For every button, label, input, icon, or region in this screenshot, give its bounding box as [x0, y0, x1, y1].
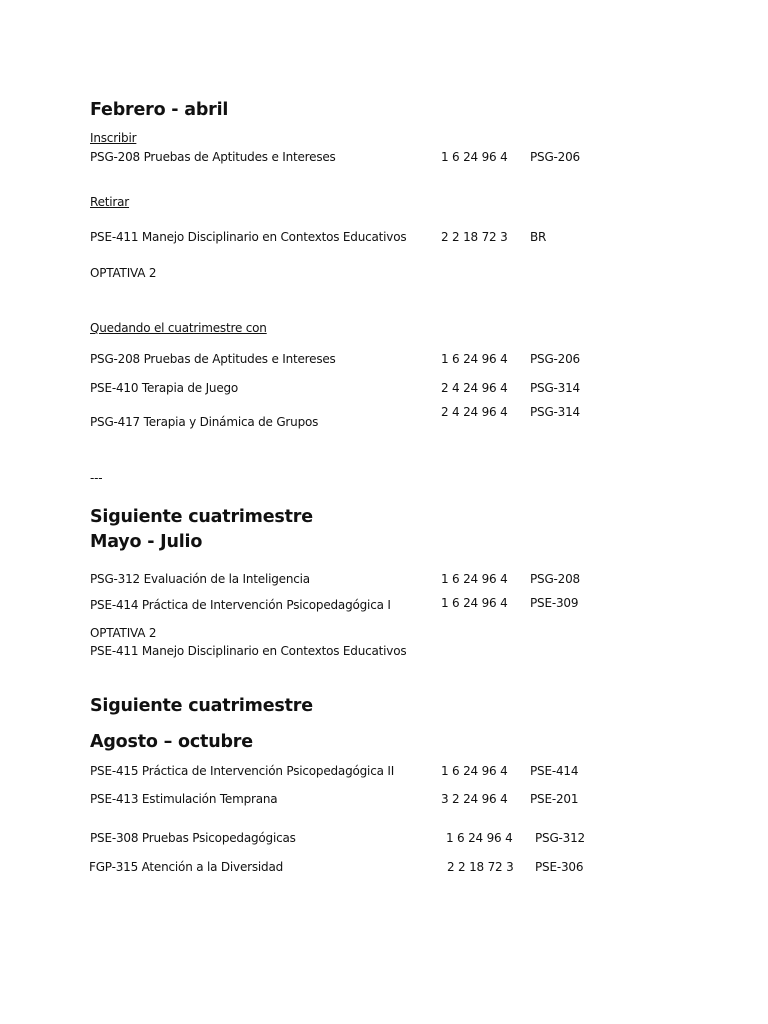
course-name: FGP-315 Atención a la Diversidad	[89, 860, 284, 874]
course-name: PSE-410 Terapia de Juego	[90, 381, 239, 395]
course-name: PSE-411 Manejo Disciplinario en Contextos Educativos	[90, 230, 407, 244]
course-numbers: 2 4 24 96 4	[441, 405, 508, 419]
course-prereq: PSG-206	[530, 352, 580, 366]
section-heading-siguiente: Siguiente cuatrimestre	[90, 507, 313, 527]
section-heading-mayo: Mayo - Julio	[90, 532, 203, 552]
course-name: PSE-413 Estimulación Temprana	[90, 792, 278, 806]
course-name: PSE-414 Práctica de Intervención Psicopedagógica I	[90, 598, 391, 612]
course-prereq: PSG-208	[530, 572, 580, 586]
course-name: PSG-312 Evaluación de la Inteligencia	[90, 572, 310, 586]
course-prereq: PSE-201	[530, 792, 579, 806]
course-numbers: 1 6 24 96 4	[446, 831, 513, 845]
course-prereq: PSG-314	[530, 405, 580, 419]
course-numbers: 2 2 18 72 3	[447, 860, 514, 874]
course-numbers: 2 2 18 72 3	[441, 230, 508, 244]
course-prereq: PSE-306	[535, 860, 584, 874]
course-name: PSE-411 Manejo Disciplinario en Contextos Educativos	[90, 644, 407, 658]
course-prereq: PSE-414	[530, 764, 579, 778]
course-name: PSG-208 Pruebas de Aptitudes e Intereses	[90, 352, 336, 366]
course-numbers: 1 6 24 96 4	[441, 352, 508, 366]
course-numbers: 1 6 24 96 4	[441, 150, 508, 164]
course-prereq: PSG-206	[530, 150, 580, 164]
course-prereq: BR	[530, 230, 547, 244]
course-name: PSE-308 Pruebas Psicopedagógicas	[90, 831, 296, 845]
course-name: PSE-415 Práctica de Intervención Psicopedagógica II	[90, 764, 395, 778]
separator-text: ---	[90, 471, 103, 485]
course-numbers: 2 4 24 96 4	[441, 381, 508, 395]
course-numbers: 3 2 24 96 4	[441, 792, 508, 806]
course-prereq: PSG-312	[535, 831, 585, 845]
course-prereq: PSG-314	[530, 381, 580, 395]
course-name: PSG-417 Terapia y Dinámica de Grupos	[90, 415, 319, 429]
course-numbers: 1 6 24 96 4	[441, 764, 508, 778]
course-name: PSG-208 Pruebas de Aptitudes e Intereses	[90, 150, 336, 164]
course-numbers: 1 6 24 96 4	[441, 572, 508, 586]
inscribir-label: Inscribir	[90, 131, 137, 145]
section-heading-siguiente: Siguiente cuatrimestre	[90, 696, 313, 716]
optativa-label: OPTATIVA 2	[90, 266, 157, 280]
retirar-label: Retirar	[90, 195, 130, 209]
course-numbers: 1 6 24 96 4	[441, 596, 508, 610]
section-heading-febrero: Febrero - abril	[90, 100, 229, 120]
section-heading-agosto: Agosto – octubre	[90, 732, 253, 752]
quedando-label: Quedando el cuatrimestre con	[90, 321, 267, 335]
optativa-label: OPTATIVA 2	[90, 626, 157, 640]
course-prereq: PSE-309	[530, 596, 579, 610]
